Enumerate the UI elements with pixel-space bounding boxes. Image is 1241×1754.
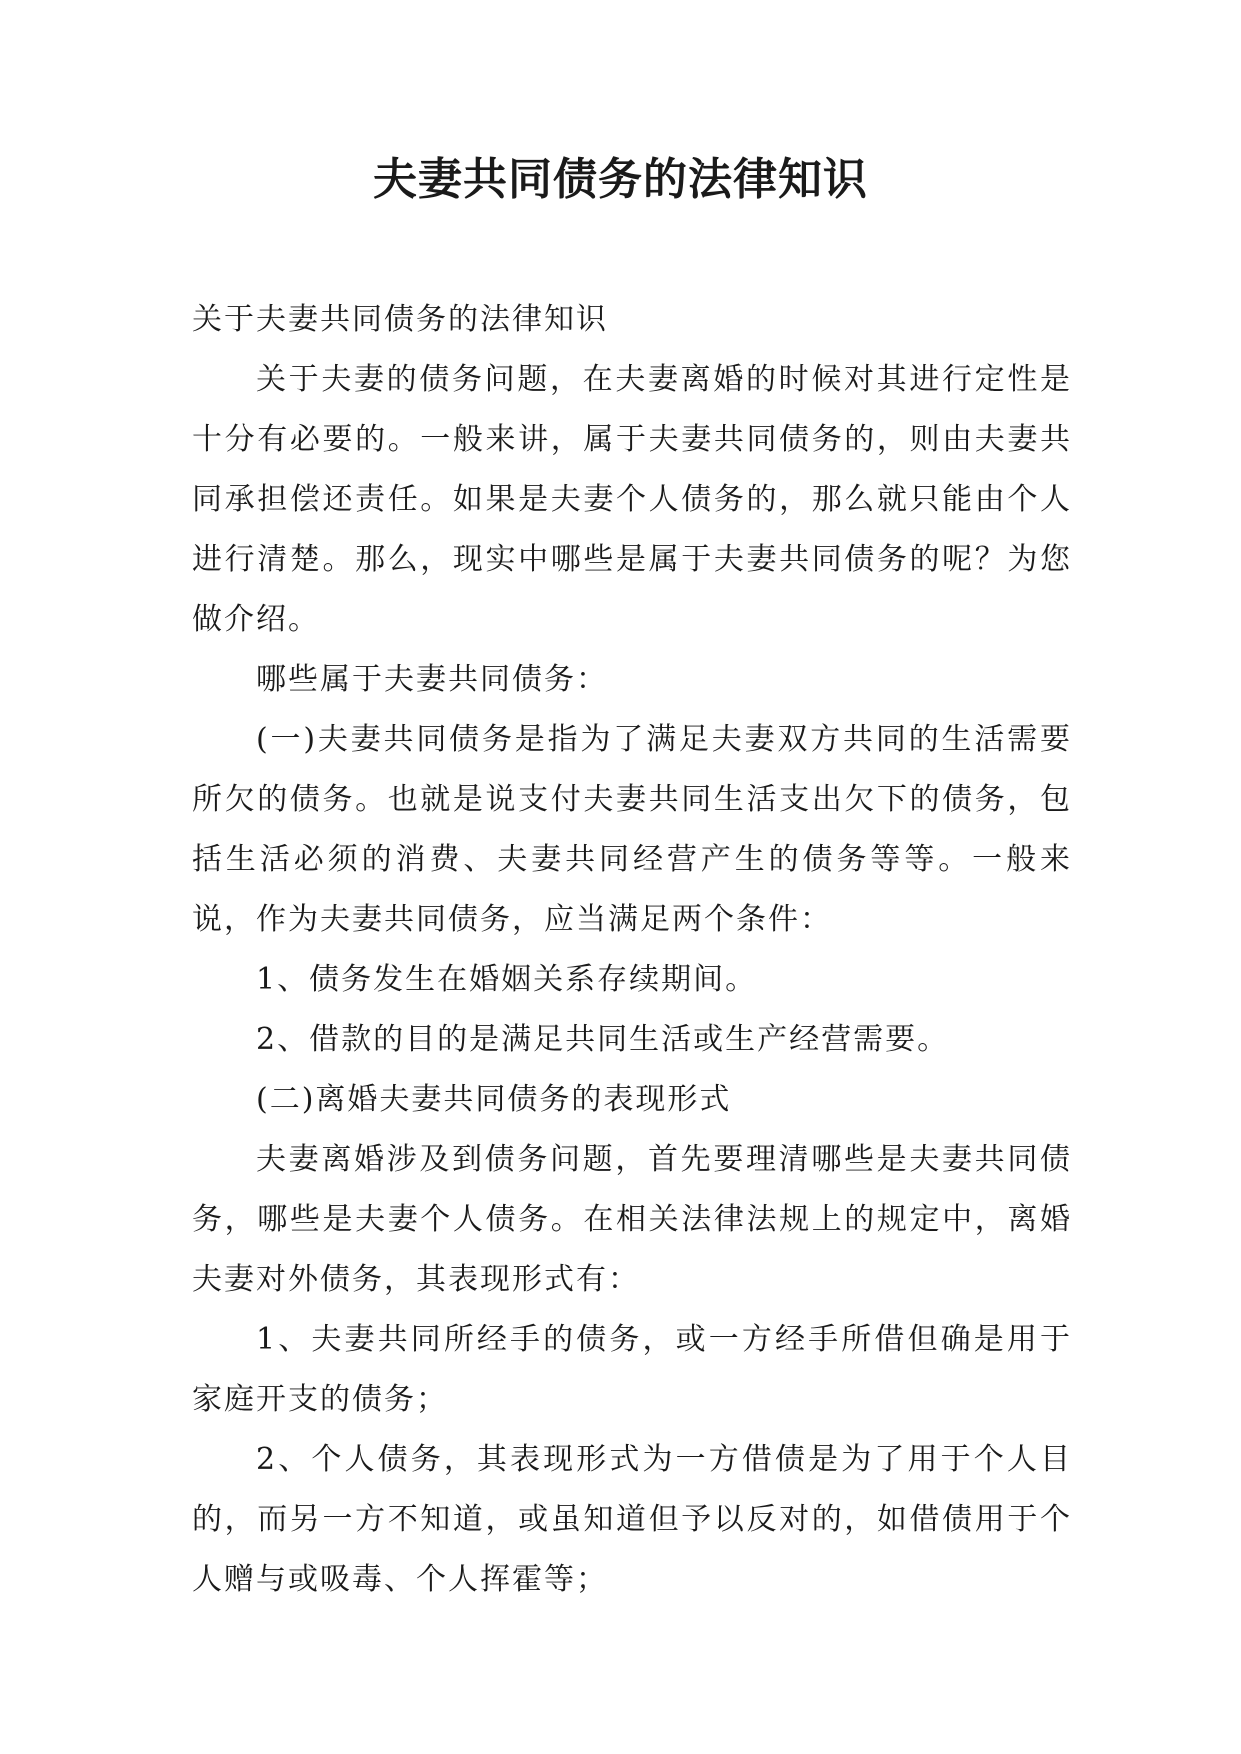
paragraph-condition-1: 1、债务发生在婚姻关系存续期间。 — [256, 962, 758, 997]
paragraph-section-two-body: 夫妻离婚涉及到债务问题，首先要理清哪些是夫妻共同债务，哪些是夫妻个人债务。在相关法律法规上的规定中，离婚夫妻对外债务，其表现形式有： — [192, 1142, 1072, 1297]
paragraph-which-debts-heading: 哪些属于夫妻共同债务： — [256, 662, 608, 697]
paragraph-intro: 关于夫妻的债务问题，在夫妻离婚的时候对其进行定性是十分有必要的。一般来讲，属于夫妻共同债务的，则由夫妻共同承担偿还责任。如果是夫妻个人债务的，那么就只能由个人进行清楚。那么，现实中哪些是属于夫妻共同债务的呢？为您做介绍。 — [192, 362, 1072, 637]
paragraph-form-2: 2、个人债务，其表现形式为一方借债是为了用于个人目的，而另一方不知道，或虽知道但予以反对的，如借债用于个人赠与或吸毒、个人挥霍等； — [192, 1442, 1072, 1597]
document-subtitle: 关于夫妻共同债务的法律知识 — [192, 302, 608, 337]
paragraph-condition-2: 2、借款的目的是满足共同生活或生产经营需要。 — [256, 1022, 950, 1057]
paragraph-section-one: (一)夫妻共同债务是指为了满足夫妻双方共同的生活需要所欠的债务。也就是说支付夫妻共同生活支出欠下的债务，包括生活必须的消费、夫妻共同经营产生的债务等等。一般来说，作为夫妻共同债务，应当满足两个条件： — [192, 722, 1072, 937]
paragraph-form-1: 1、夫妻共同所经手的债务，或一方经手所借但确是用于家庭开支的债务； — [192, 1322, 1072, 1417]
document-title: 夫妻共同债务的法律知识 — [373, 154, 868, 205]
paragraph-section-two-heading: (二)离婚夫妻共同债务的表现形式 — [256, 1082, 732, 1117]
document-body — [192, 290, 1072, 1610]
